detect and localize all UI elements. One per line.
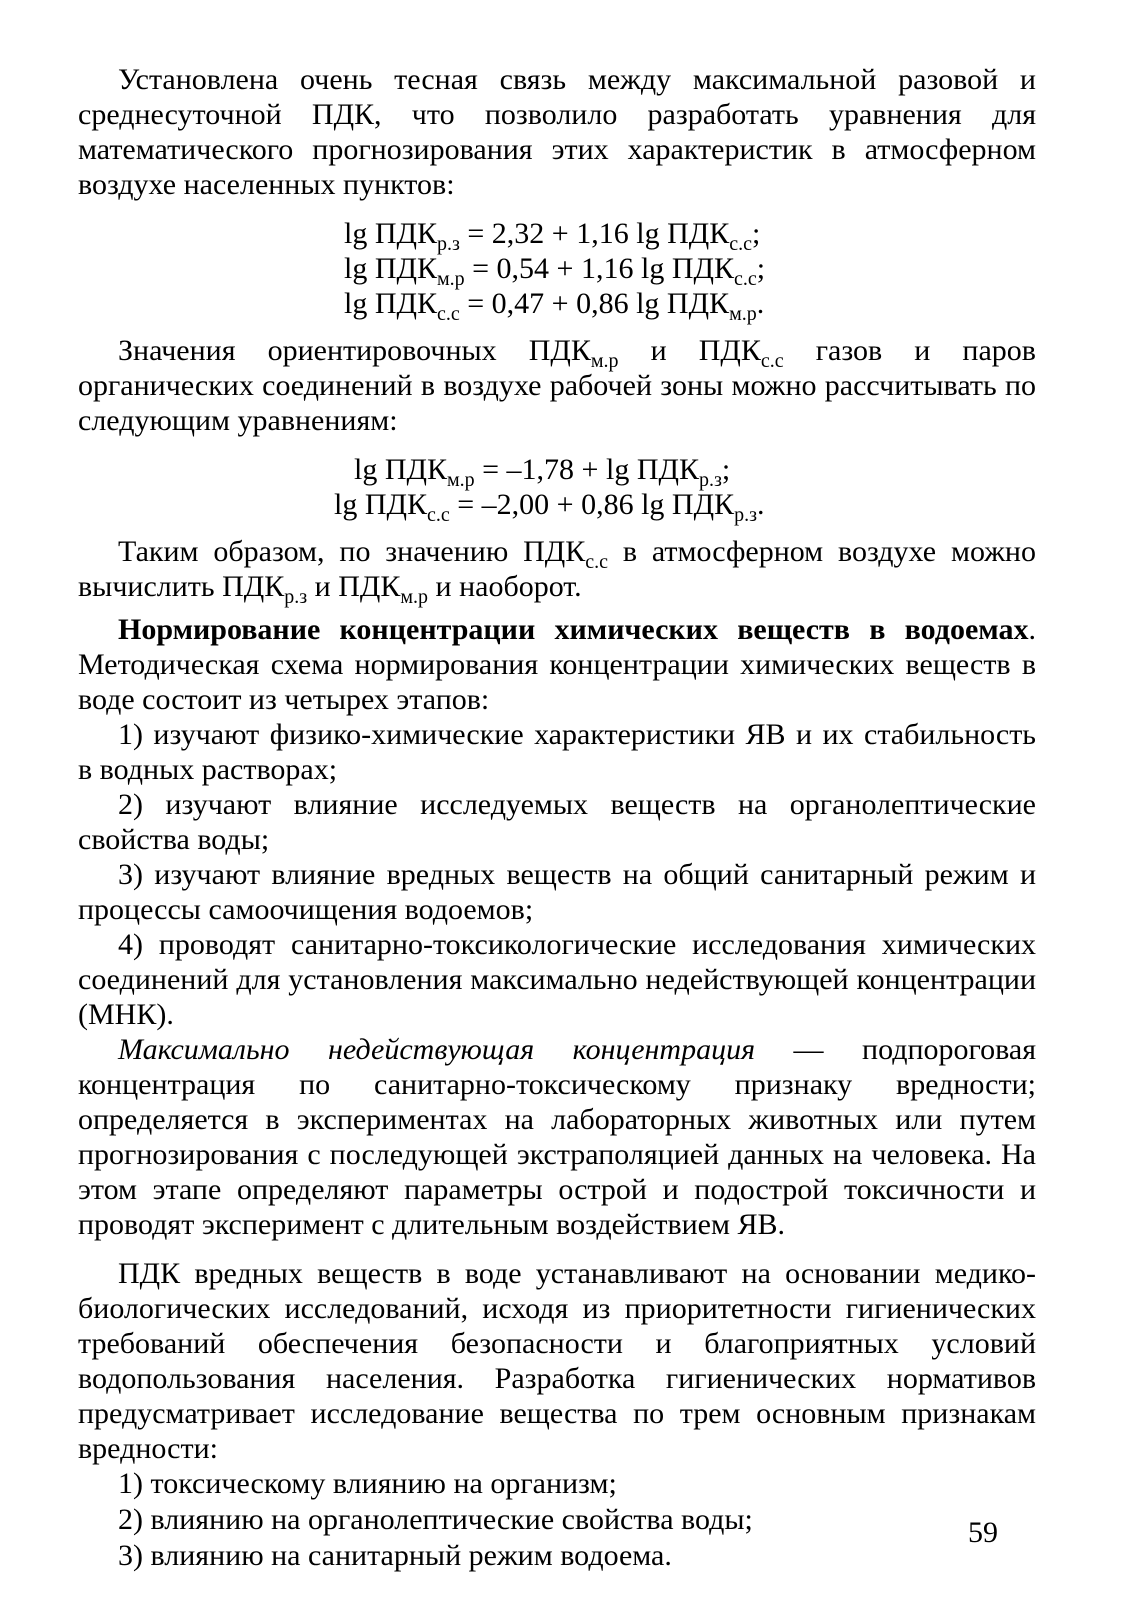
paragraph-conclusion: Таким образом, по значению $ПДК_{с.с}$ в атмосферном воздухе можно вычислить $ПДК_{р.з}$ и $ПДК_{м.р}$ и наоборот. — [78, 535, 1036, 608]
list-item: 3) влиянию на санитарный режим водоема. — [118, 1539, 672, 1572]
stages-list — [78, 717, 1036, 1032]
section-heading: Нормирование концентрации химических веществ в водоемах — [118, 613, 1029, 646]
equation-3: $\lg ПДК_{с.с} = 0,47 + 0,86$ $\lg ПДК_{м.р}$. — [344, 287, 765, 325]
equation-2: $\lg ПДК_{м.р} = 0,54 + 1,16$ $\lg ПДК_{с.с}$; — [344, 252, 766, 290]
paragraph-mnk-definition: Максимально недействующая концентрация — подпороговая концентрация по санитарно-токсическому признаку вредности; определяется в экспериментах на лабораторных животных или путем прогнозирования с последующей экстраполяцией данных на человека. На этом этапе определяют параметры острой и подострой токсичности и проводят эксперимент с длительным воздействием ЯВ. — [78, 1033, 1036, 1241]
paragraph-approx-values: Значения ориентировочных $ПДК_{м.р}$ и $ПДК_{с.с}$ газов и паров органических соединений в воздухе рабочей зоны можно рассчитывать по следующим уравнениям: — [78, 334, 1036, 437]
equation-1: $\lg ПДК_{р.з} = 2,32 + 1,16$ $\lg ПДК_{с.с}$; — [344, 217, 761, 255]
page-number: 59 — [968, 1516, 998, 1549]
list-item: 1) токсическому влиянию на организм; — [118, 1467, 617, 1500]
paragraph-water-norming: Нормирование концентрации химических веществ в водоемах. Методическая схема нормирования концентрации химических веществ в воде состоит из четырех этапов: — [78, 613, 1036, 716]
equations-block-1 — [78, 216, 1036, 325]
paragraph-pdk-water: ПДК вредных веществ в воде устанавливают на основании медико-биологических исследований, исходя из приоритетности гигиенических требований обеспечения безопасности и благоприятных условий водопользования населения. Разработка гигиенических нормативов предусматривает исследование вещества по трем основным признакам вредности: — [78, 1257, 1036, 1465]
harm-criteria-list — [78, 1466, 1036, 1574]
equation-4: $\lg ПДК_{м.р} = -1,78 + \lg ПДК_{р.з}$; — [354, 453, 731, 491]
list-item: 3) изучают влияние вредных веществ на общий санитарный режим и процессы самоочищения водоемов; — [78, 858, 1036, 926]
equations-block-2 — [78, 452, 1036, 526]
term-definition: Максимально недействующая концентрация — [118, 1033, 756, 1066]
list-item: 2) изучают влияние исследуемых веществ на органолептические свойства воды; — [78, 788, 1036, 856]
list-item: 2) влиянию на органолептические свойства воды; — [118, 1503, 753, 1536]
equation-5: $\lg ПДК_{с.с} = -2,00 + 0,86$ $\lg ПДК_{р.з}$. — [334, 488, 765, 526]
list-item: 4) проводят санитарно-токсикологические исследования химических соединений для установления максимально недействующей концентрации (МНК). — [78, 928, 1036, 1031]
list-item: 1) изучают физико-химические характеристики ЯВ и их стабильность в водных растворах; — [78, 718, 1036, 786]
page-body — [78, 62, 1036, 1574]
paragraph-intro: Установлена очень тесная связь между максимальной разовой и среднесуточной ПДК, что позволило разработать уравнения для математического прогнозирования этих характеристик в атмосферном воздухе населенных пунктов: — [78, 63, 1036, 201]
